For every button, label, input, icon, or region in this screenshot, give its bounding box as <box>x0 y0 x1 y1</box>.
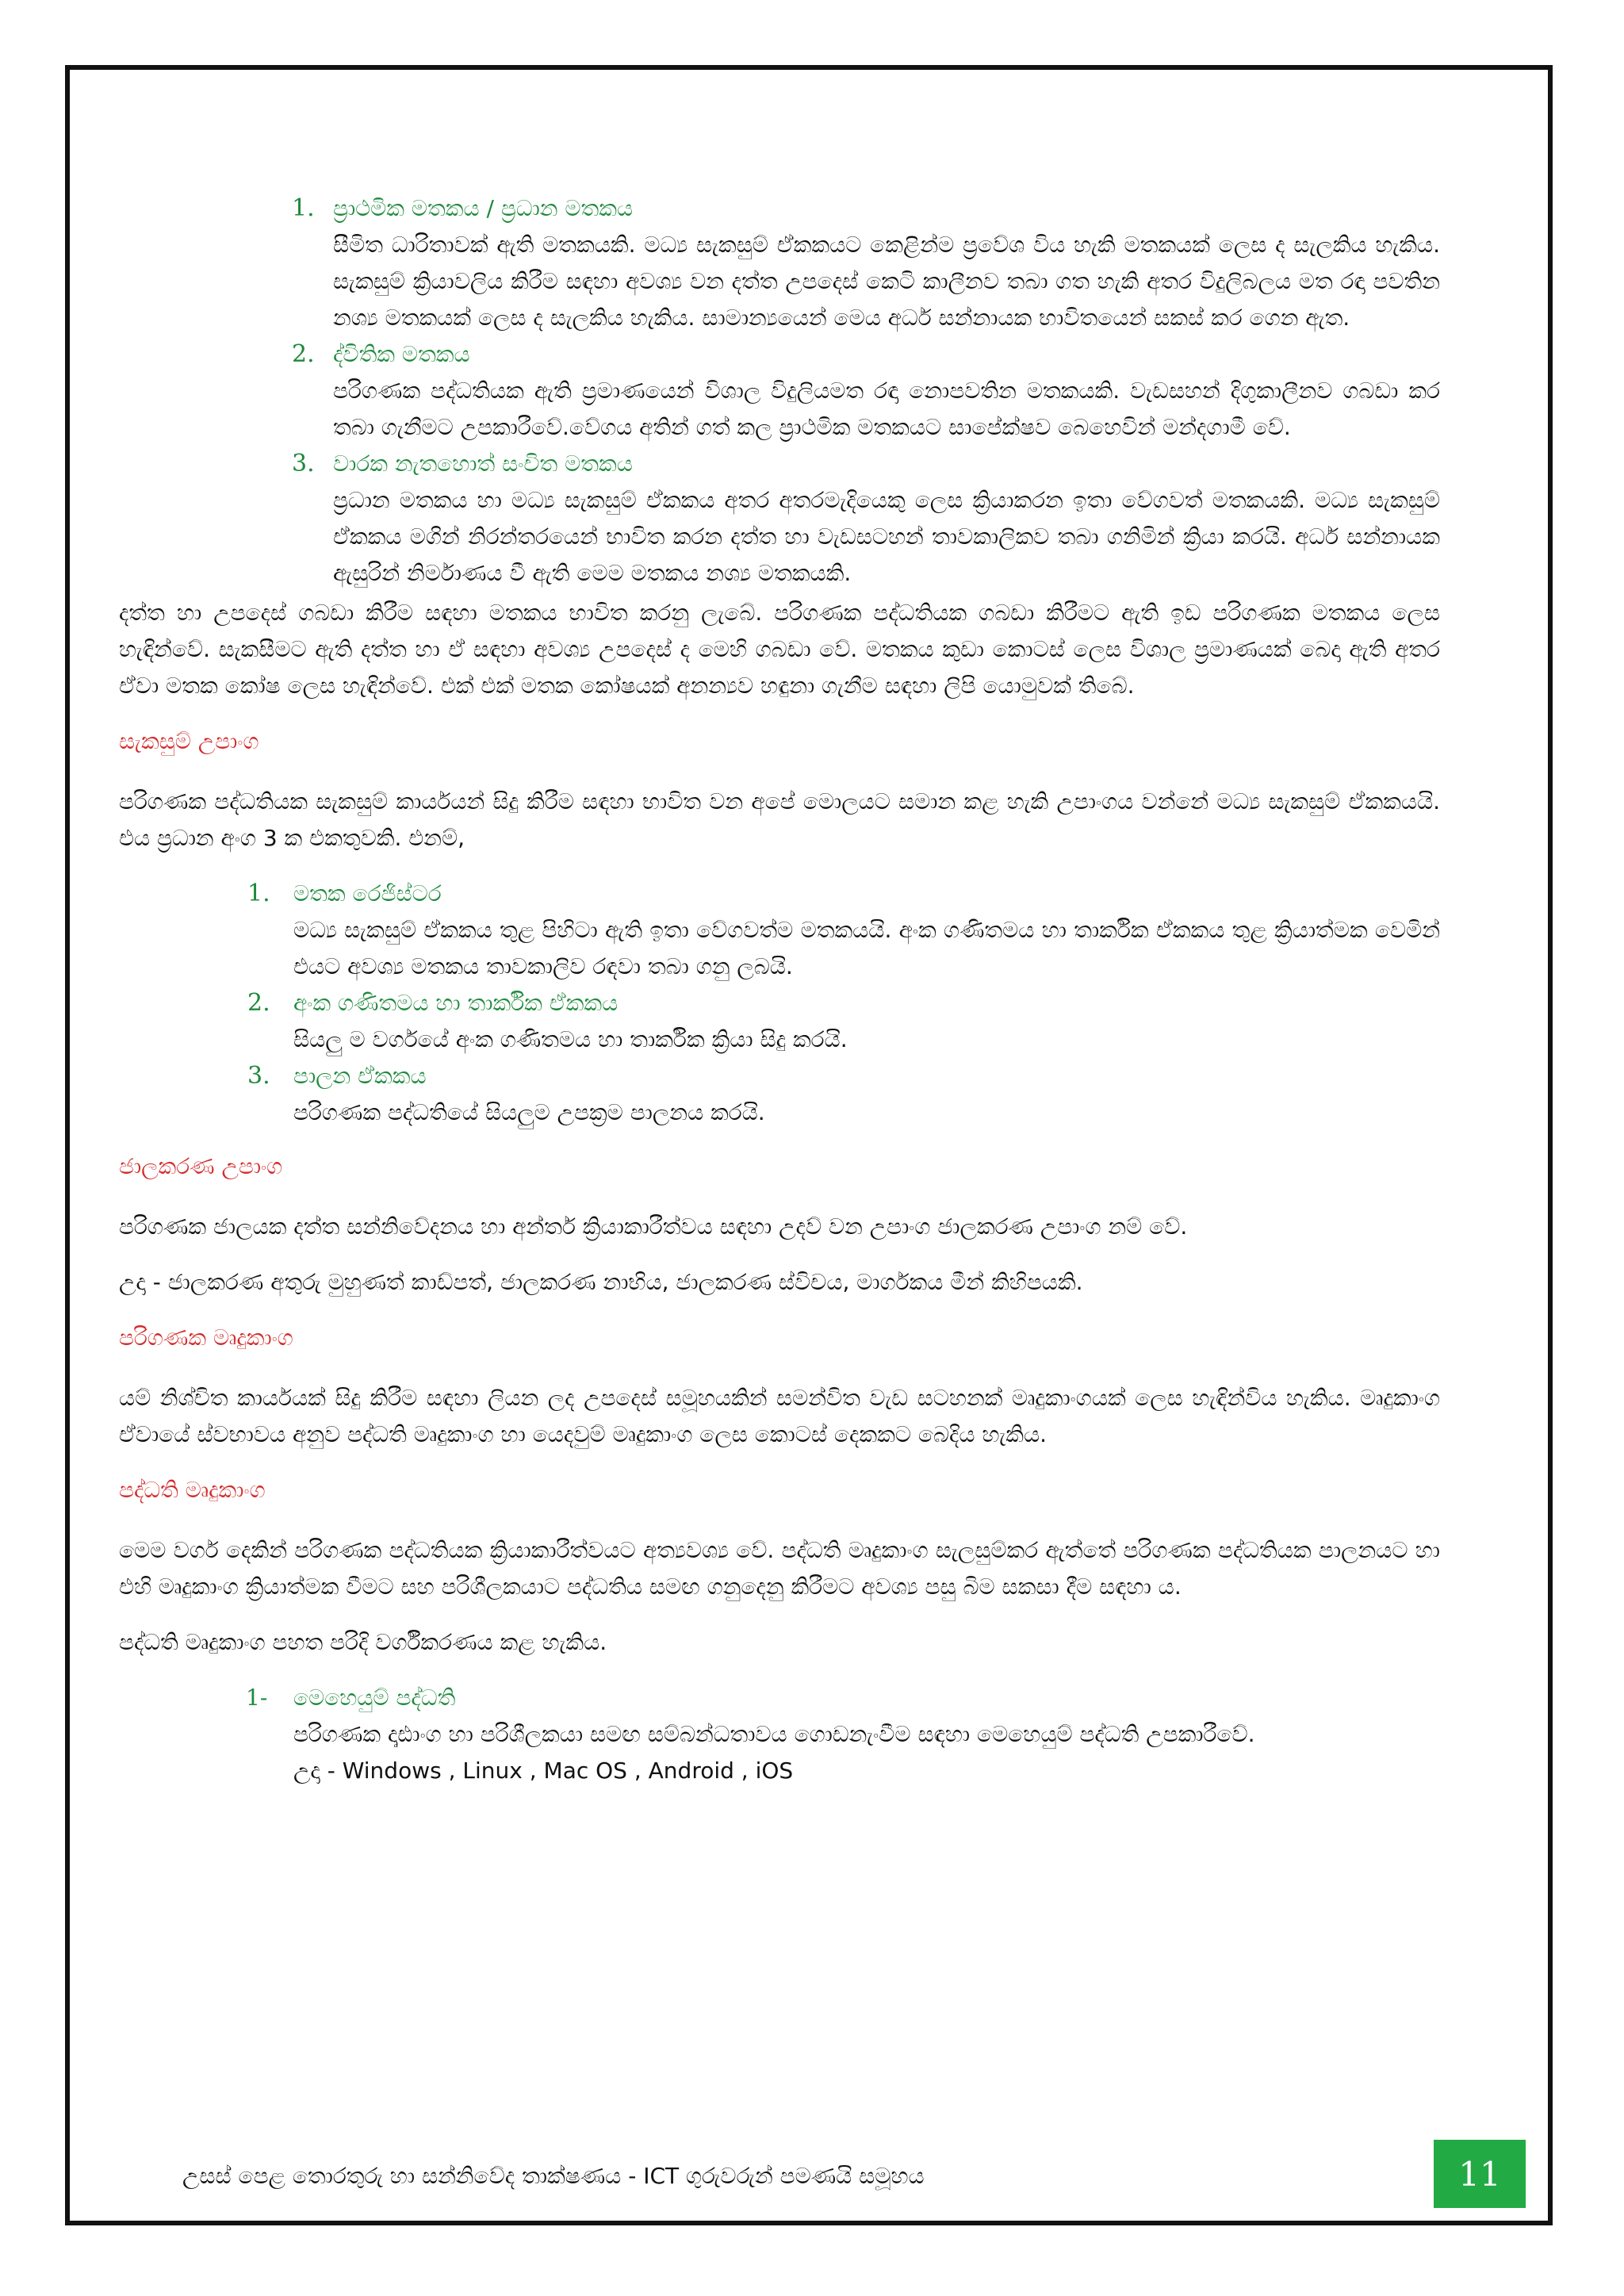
system-software-body: මෙම වර්ග දෙකින් පරිගණක පද්ධතියක ක්‍රියාකාරීත්වයට අත්‍යවශ්‍ය වේ. පද්ධති මෘදුකාංග සැලසුම්කර ඇත්තේ පරිගණක පද්ධතියක පාලනයට හා එහි මෘදුකාංග ක්‍රියාත්මක වීමට සහ පරිශීලකයාට පද්ධතිය සමඟ ගනුදෙනු කිරීමට අවශ්‍ය පසු බිම සකසා දීම සඳහා ය. <box>119 1537 1440 1600</box>
list-heading: පාලන ඒකකය <box>293 1063 427 1089</box>
list-body: පරිගණක දෘඪාංග හා පරිශීලකයා සමඟ සම්බන්ධතාවය ගොඩනැංවීම සඳහා මෙහෙයුම් පද්ධති උපකාරීවේ. <box>293 1721 1255 1747</box>
section-title-system-software: පද්ධති මෘදුකාංග <box>119 1477 266 1503</box>
list-item <box>119 985 1440 1058</box>
list-item <box>119 1058 1440 1131</box>
list-heading: ද්විතික මතකය <box>333 341 470 367</box>
list-number: 1- <box>246 1685 268 1711</box>
section-title-networking: ජාලකරණ උපාංග <box>119 1153 283 1179</box>
list-item <box>119 1680 1440 1789</box>
list-number: 1. <box>247 880 270 907</box>
networking-intro: පරිගණක ජාලයක දත්ත සන්නිවේදනය හා අන්තර් ක්‍රියාකාරීත්වය සඳහා උදව් වන උපාංග ජාලකරණ උපාංග නම් වේ. <box>119 1213 1188 1240</box>
list-number: 3. <box>247 1062 270 1090</box>
networking-example: උදා - ජාලකරණ අතුරු මුහුණත් කාඩ්පත්, ජාලකරණ නාභිය, ජාලකරණ ස්විචය, මාර්ගකය මීන් කිහිපයකි. <box>119 1269 1083 1295</box>
list-heading: අංක ගණිතමය හා තාර්කික ඒකකය <box>293 990 619 1016</box>
page-number-badge: 11 <box>1434 2140 1526 2208</box>
list-heading: මෙහෙයුම් පද්ධති <box>293 1685 456 1711</box>
list-item <box>119 876 1440 985</box>
footer-text: උසස් පෙළ තොරතුරු හා සන්නිවේද තාක්ෂණය - ICT ගුරුවරුන් පමණයි සමූහය <box>182 2163 925 2189</box>
list-example: උදා - Windows , Linux , Mac OS , Android , iOS <box>293 1757 794 1784</box>
list-number: 3. <box>292 450 315 477</box>
system-software-classify: පද්ධති මෘදුකාංග පහත පරිදි වර්ගීකරණය කළ හැකිය. <box>119 1629 607 1655</box>
memory-paragraph: දත්ත හා උපදෙස් ගබඩා කිරීම සඳහා මතකය භාවිත කරනු ලැබේ. පරිගණක පද්ධතියක ගබඩා කිරීමට ඇති ඉඩ පරිගණක මතකය ලෙස හැඳින්වේ. සැකසීමට ඇති දත්ත හා ඒ සඳහා අවශ්‍ය උපදෙස් ද මෙහි ගබඩා වේ. මතකය කුඩා කොටස් ලෙස විශාල ප්‍රමාණයක් බෙදා ඇති අතර ඒවා මතක කෝෂ ලෙස හැඳින්වේ. එක් එක් මතක කෝෂයක් අනන්‍යව හඳුනා ගැනීම සඳහා ලිපි යොමුවක් තිබේ. <box>119 600 1440 699</box>
system-software-list <box>119 1680 1440 1789</box>
page-content <box>119 190 1440 1789</box>
list-heading: මතක රෙජිස්ටර <box>293 880 442 907</box>
list-item <box>119 336 1440 446</box>
list-body: සියලු ම වර්ගයේ අංක ගණිතමය හා තාර්කික ක්‍රියා සිදු කරයි. <box>293 1026 848 1052</box>
processing-intro: පරිගණක පද්ධතියක සැකසුම් කාර්යයන් සිදු කිරීම සඳහා භාවිත වන අපේ මොලයට සමාන කළ හැකි උපාංගය වන්නේ මධ්‍ය සැකසුම් ඒකකයයි. එය ප්‍රධාන අංග 3 ක එකතුවකි. එනම්, <box>119 788 1440 851</box>
software-body: යම් නිශ්චිත කාර්යයක් සිදු කිරීම සඳහා ලියන ලද උපදෙස් සමූහයකින් සමන්විත වැඩ සටහනක් මෘදුකාංගයක් ලෙස හැඳින්විය හැකිය. මෘදුකාංග ඒවායේ ස්වභාවය අනුව පද්ධති මෘදුකාංග හා යෙදවුම් මෘදුකාංග ලෙස කොටස් දෙකකට බෙදිය හැකිය. <box>119 1385 1440 1447</box>
section-title-software: පරිගණක මෘදුකාංග <box>119 1324 293 1351</box>
list-number: 2. <box>292 340 315 368</box>
list-number: 2. <box>247 989 270 1017</box>
list-number: 1. <box>292 194 315 222</box>
list-body: සීමිත ධාරිතාවක් ඇති මතකයකි. මධ්‍ය සැකසුම් ඒකකයට කෙළින්ම ප්‍රවේශ විය හැකි මතකයක් ලෙස ද සැලකිය හැකිය. සැකසුම් ක්‍රියාවලිය කිරීම සඳහා අවශ්‍ය වන දත්ත උපදෙස් කෙටි කාලීනව තබා ගත හැකි අතර විදුලිබලය මත රඳා පවතින නශ්‍ය මතකයක් ලෙස ද සැලකිය හැකිය. සාමාන්‍යයෙන් මෙය අර්ධ සන්නායක භාවිතයෙන් සකස් කර ගෙන ඇත. <box>333 232 1440 331</box>
list-body: පරිගණක පද්ධතියේ සියලුම උපක්‍රම පාලනය කරයි. <box>293 1099 765 1125</box>
list-heading: ප්‍රාථමික මතකය / ප්‍රධාන මතකය <box>333 195 634 221</box>
list-item <box>119 190 1440 336</box>
section-title-processing: සැකසුම් උපාංග <box>119 728 259 754</box>
list-body: ප්‍රධාන මතකය හා මධ්‍ය සැකසුම් ඒකකය අතර අතරමැදියෙකු ලෙස ක්‍රියාකරන ඉතා වේගවත් මතකයකි. මධ්‍ය සැකසුම් ඒකකය මගින් නිරන්තරයෙන් භාවිත කරන දත්ත හා වැඩසටහන් තාවකාලිකව තබා ගනිමින් ක්‍රියා කරයි. අර්ධ සන්නායක ඇසුරින් නිර්මාණය වී ඇති මෙම මතකය නශ්‍ය මතකයකි. <box>333 487 1440 586</box>
list-heading: වාරක නැතහොත් සංචිත මතකය <box>333 450 633 477</box>
list-body: මධ්‍ය සැකසුම් ඒකකය තුළ පිහිටා ඇති ඉතා වේගවත්ම මතකයයි. අංක ගණිතමය හා තාර්කික ඒකකය තුළ ක්‍රියාත්මක වෙමින් එයට අවශ්‍ය මතකය තාවකාලිව රඳවා තබා ගනු ලබයි. <box>293 917 1440 979</box>
processing-list <box>119 876 1440 1131</box>
memory-types-list <box>119 190 1440 592</box>
list-body: පරිගණක පද්ධතියක ඇති ප්‍රමාණයෙන් විශාල විදුලියමත රඳා නොපවතින මතකයකි. වැඩසහන් දිගුකාලීනව ගබඩා කර තබා ගැනීමට උපකාරීවේ.වේගය අතින් ගත් කල ප්‍රාථමික මතකයට සාපේක්ෂව බෙහෙවින් මන්දගාමී වේ. <box>333 378 1440 440</box>
list-item <box>119 446 1440 592</box>
